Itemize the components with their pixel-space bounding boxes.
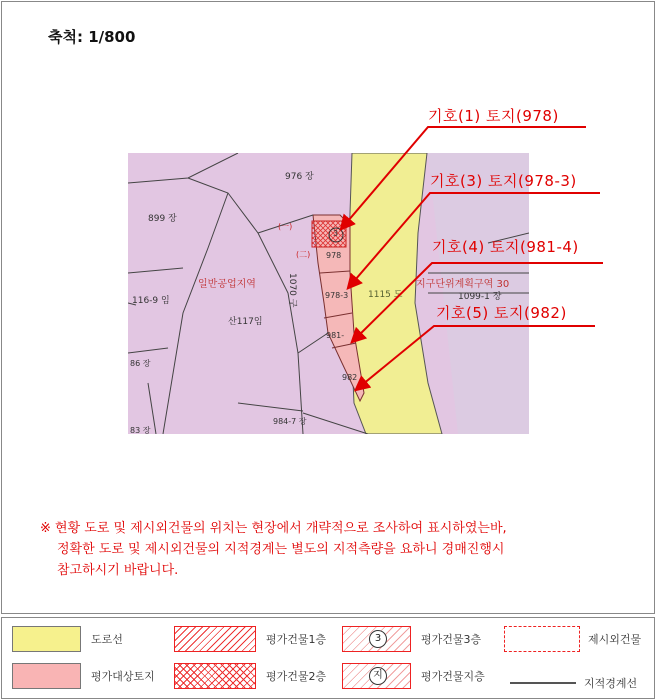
legend-bldg-basement-label: 평가건물지층 [421,670,485,683]
legend-cadastral-line-swatch [510,682,576,684]
legend-road [12,626,123,652]
map-label-1115: 1115 도 [368,290,403,300]
map-label-plan-zone: 지구단위계획구역 30 [416,279,510,290]
legend-bldg2-label: 평가건물2층 [266,670,327,683]
map-label-976: 976 장 [285,172,314,182]
map-mark-b: (二) [296,250,311,259]
map-label-984-7: 984-7 장 [273,417,307,426]
legend-target-land [12,663,155,689]
map-label-982: 982 [342,373,358,382]
callout-label-1: 기호(1) 토지(978) [428,107,559,125]
legend-bldg1 [174,626,326,652]
legend-bldg3 [342,626,481,652]
legend-bldg3-label: 평가건물3층 [421,633,482,646]
note-line-2: 정확한 도로 및 제시외건물의 지적경계는 별도의 지적측량을 요하니 경매진행시 [57,542,505,557]
legend-bldg3-mark: 3 [369,630,387,648]
map-label-industrial: 일반공업지역 [198,279,256,290]
legend-cadastral-line-label: 지적경계선 [584,677,638,690]
legend-bldg-basement-mark: 지 [369,667,387,685]
legend-extra-bldg-label: 제시외건물 [588,633,642,646]
legend-target-land-swatch [12,663,81,689]
legend-bldg-basement-swatch [342,663,411,689]
scale-label: 축척: 1/800 [48,28,136,46]
note-line-3: 참고하시기 바랍니다. [57,563,179,578]
legend-extra-bldg [504,626,641,652]
map-label-86: 86 장 [130,359,151,368]
legend [1,617,655,699]
legend-bldg1-label: 평가건물1층 [266,633,327,646]
legend-bldg1-swatch [174,626,256,652]
map-label-899: 899 장 [148,214,177,224]
map-label-978: 978 [326,251,342,260]
callout-label-5: 기호(5) 토지(982) [436,304,567,322]
legend-road-label: 도로선 [91,633,123,646]
map-circle-3: 3 [333,229,339,238]
legend-bldg-basement [342,663,485,689]
legend-target-land-label: 평가대상토지 [91,670,155,683]
map-label-1099-1: 1099-1 장 [458,292,502,302]
legend-bldg2 [174,663,326,689]
survey-note [40,518,630,581]
legend-extra-bldg-swatch [504,626,580,652]
callout-label-4: 기호(4) 토지(981-4) [432,238,579,256]
map-label-978-3: 978-3 [325,291,349,300]
legend-cadastral-line [510,675,637,691]
map-label-83: 83 장 [130,426,151,434]
map-label-116-9: 116-9 임 [132,296,170,306]
cadastral-map [128,153,529,434]
map-label-san117: 산117임 [228,317,263,327]
callout-label-3: 기호(3) 토지(978-3) [430,172,577,190]
legend-bldg2-swatch [174,663,256,689]
legend-bldg3-swatch [342,626,411,652]
map-label-1070: 1070 구 [287,273,297,308]
note-line-1: ※ 현황 도로 및 제시외건물의 위치는 현장에서 개략적으로 조사하여 표시하였는바, [40,521,507,536]
map-mark-a: (一) [278,222,293,231]
legend-road-swatch [12,626,81,652]
map-label-981: 981- [326,331,345,340]
